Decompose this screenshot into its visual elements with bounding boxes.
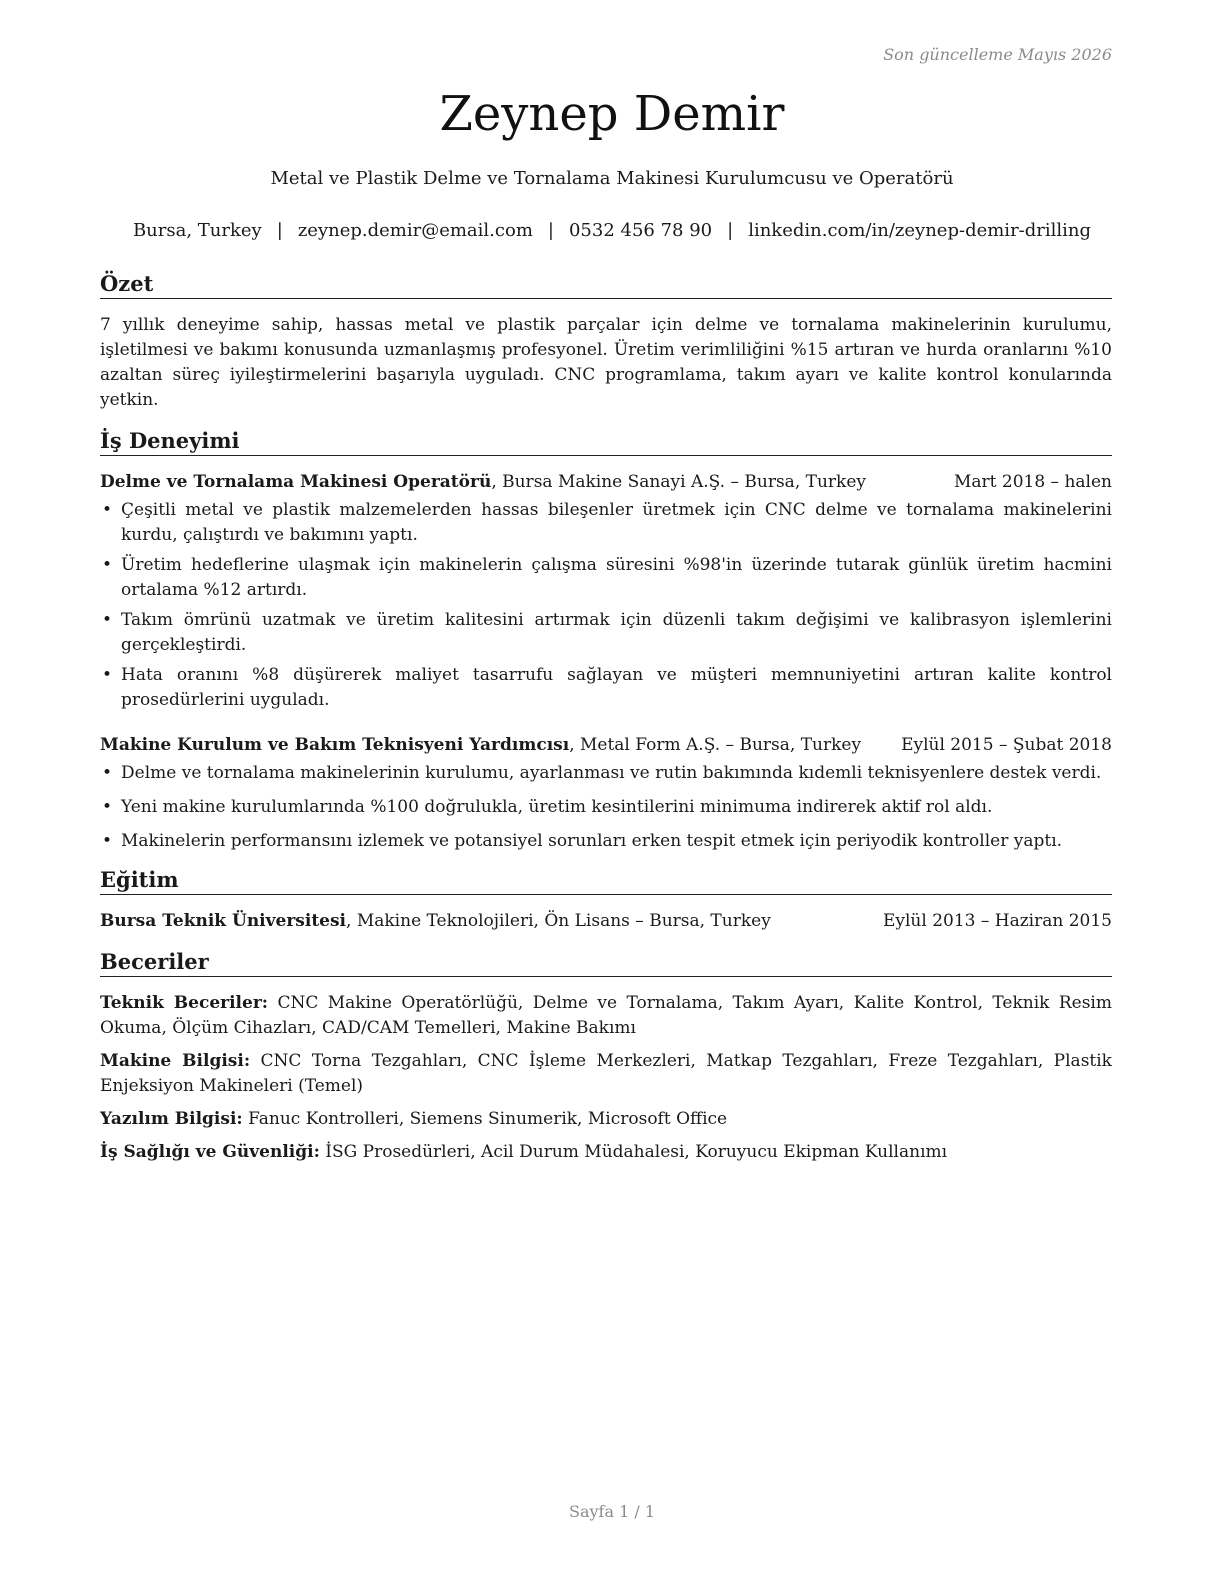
job-company: , Metal Form A.Ş. – Bursa, Turkey (569, 735, 862, 755)
bullet-text: Delme ve tornalama makinelerinin kurulumu, ayarlanması ve rutin bakımında kıdemli teknisyenlere destek verdi. (121, 763, 1102, 783)
job-spacer (100, 718, 1112, 733)
job-entry (100, 733, 1112, 854)
bullet-icon: • (102, 665, 113, 685)
section-title-education: Eğitim (100, 866, 1112, 895)
skill-item-software (100, 1107, 1112, 1132)
bullet-icon: • (102, 797, 113, 817)
bullet-text: Çeşitli metal ve plastik malzemelerden hassas bileşenler üretmek için CNC delme ve tornalama makinelerini kurdu, çalıştırdı ve bakımını yaptı. (121, 500, 1112, 545)
contact-separator: | (276, 220, 283, 241)
contact-location: Bursa, Turkey (132, 220, 262, 241)
job-role: Delme ve Tornalama Makinesi Operatörü (100, 472, 492, 492)
contact-line (0, 220, 1224, 241)
bullet-text: Hata oranını %8 düşürerek maliyet tasarrufu sağlayan ve müşteri memnuniyetini artıran kalite kontrol prosedürlerini uyguladı. (121, 665, 1112, 710)
job-role: Makine Kurulum ve Bakım Teknisyeni Yardımcısı (100, 735, 570, 755)
job-bullet-list (100, 761, 1112, 854)
skill-item-technical (100, 991, 1112, 1041)
job-date: Eylül 2015 – Şubat 2018 (901, 735, 1112, 755)
list-item (100, 795, 1112, 820)
bullet-icon: • (102, 610, 113, 630)
contact-phone[interactable]: 0532 456 78 90 (568, 220, 713, 241)
education-school: Bursa Teknik Üniversitesi (100, 911, 347, 931)
job-header (100, 733, 1112, 758)
job-headline: Metal ve Plastik Delme ve Tornalama Makinesi Kurulumcusu ve Operatörü (270, 168, 954, 189)
bullet-text: Üretim hedeflerine ulaşmak için makinelerin çalışma süresini %98'in üzerinde tutarak günlük üretim hacmini ortalama %12 artırdı. (121, 555, 1112, 600)
education-entry (100, 909, 1112, 934)
resume-body (100, 270, 1112, 1165)
job-entry (100, 470, 1112, 713)
contact-separator: | (547, 220, 554, 241)
list-item (100, 553, 1112, 603)
skill-label: Yazılım Bilgisi: (100, 1109, 243, 1129)
section-title-skills: Beceriler (100, 948, 1112, 977)
contact-email[interactable]: zeynep.demir@email.com (297, 220, 533, 241)
bullet-text: Makinelerin performansını izlemek ve potansiyel sorunları erken tespit etmek için periyodik kontroller yaptı. (121, 831, 1063, 851)
job-company: , Bursa Makine Sanayi A.Ş. – Bursa, Turkey (491, 472, 867, 492)
section-title-experience: İş Deneyimi (100, 427, 1112, 456)
bullet-text: Takım ömrünü uzatmak ve üretim kalitesini artırmak için düzenli takım değişimi ve kalibrasyon işlemlerini gerçekleştirdi. (121, 610, 1112, 655)
bullet-icon: • (102, 763, 113, 783)
bullet-icon: • (102, 831, 113, 851)
skill-label: Teknik Beceriler: (100, 993, 269, 1013)
education-date: Eylül 2013 – Haziran 2015 (882, 911, 1112, 931)
bullet-icon: • (102, 555, 113, 575)
list-item (100, 608, 1112, 658)
education-line (100, 909, 771, 934)
education-details: , Makine Teknolojileri, Ön Lisans – Bursa, Turkey (346, 911, 771, 931)
contact-linkedin[interactable]: linkedin.com/in/zeynep-demir-drilling (748, 220, 1092, 241)
job-header (100, 470, 1112, 495)
skill-label: İş Sağlığı ve Güvenliği: (100, 1142, 320, 1162)
list-item (100, 829, 1112, 854)
skill-text: CNC Makine Operatörlüğü, Delme ve Tornalama, Takım Ayarı, Kalite Kontrol, Teknik Resim Okuma, Ölçüm Cihazları, CAD/CAM Temelleri, Makine Bakımı (100, 993, 1112, 1038)
contact-separator: | (727, 220, 734, 241)
last-updated-note: Son güncelleme Mayıs 2026 (883, 45, 1112, 64)
skill-text: CNC Torna Tezgahları, CNC İşleme Merkezleri, Matkap Tezgahları, Freze Tezgahları, Plastik Enjeksiyon Makineleri (Temel) (100, 1051, 1112, 1096)
job-title-line (100, 470, 866, 495)
job-bullet-list (100, 498, 1112, 713)
bullet-text: Yeni makine kurulumlarında %100 doğrulukla, üretim kesintilerini minimuma indirerek aktif rol aldı. (121, 797, 993, 817)
list-item (100, 761, 1112, 786)
section-title-summary: Özet (100, 270, 1112, 299)
skill-text: İSG Prosedürleri, Acil Durum Müdahalesi, Koruyucu Ekipman Kullanımı (319, 1142, 948, 1162)
skill-label: Makine Bilgisi: (100, 1051, 251, 1071)
list-item (100, 663, 1112, 713)
skill-item-safety (100, 1140, 1112, 1165)
candidate-name: Zeynep Demir (439, 86, 785, 142)
job-title-line (100, 733, 861, 758)
bullet-icon: • (102, 500, 113, 520)
skill-item-machines (100, 1049, 1112, 1099)
job-date: Mart 2018 – halen (953, 472, 1112, 492)
page-number: Sayfa 1 / 1 (568, 1502, 655, 1521)
list-item (100, 498, 1112, 548)
skill-text: Fanuc Kontrolleri, Siemens Sinumerik, Microsoft Office (242, 1109, 728, 1129)
summary-text: 7 yıllık deneyime sahip, hassas metal ve plastik parçalar için delme ve tornalama makinelerinin kurulumu, işletilmesi ve bakımı konusunda uzmanlaşmış profesyonel. Üretim verimliliğini %15 artıran ve hurda oranlarını %10 azaltan süreç iyileştirmelerini başarıyla uyguladı. CNC programlama, takım ayarı ve kalite kontrol konularında yetkin. (100, 315, 1112, 410)
skills-spacer (100, 977, 1112, 983)
